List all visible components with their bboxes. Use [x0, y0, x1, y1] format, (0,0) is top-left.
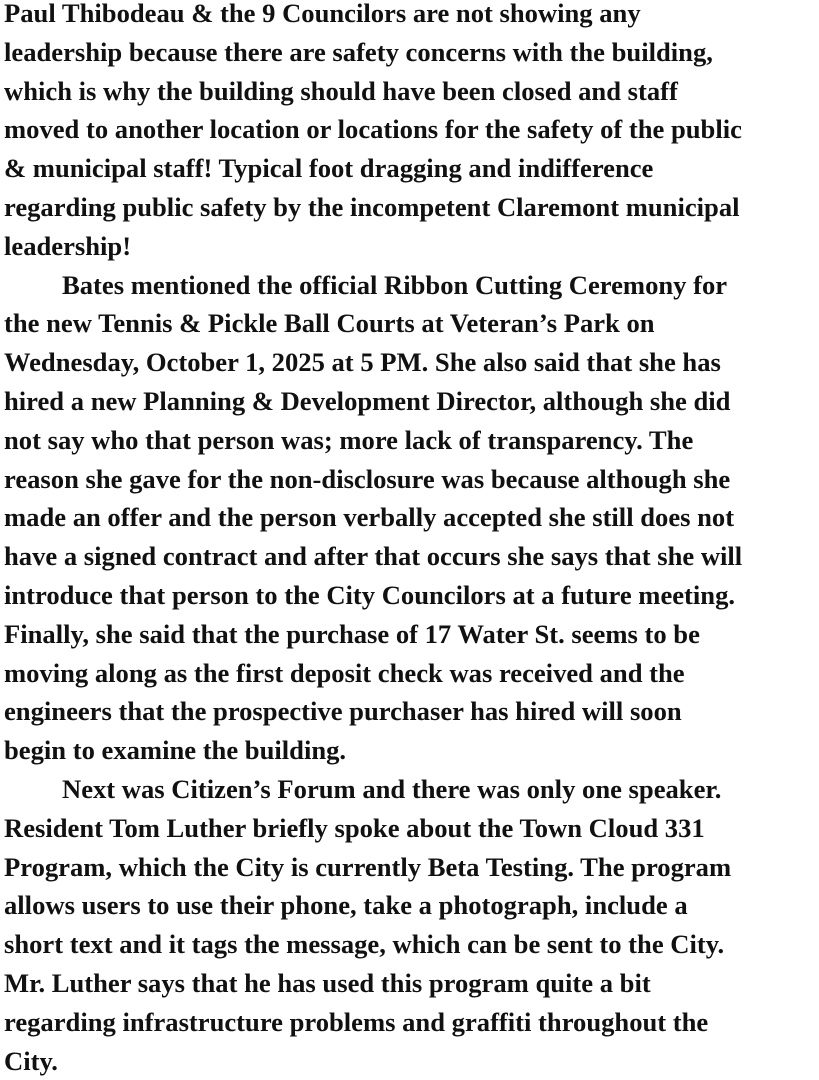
text-line: the new Tennis & Pickle Ball Courts at Veteran’s Park on [4, 308, 655, 339]
text-line: introduce that person to the City Councilors at a future meeting. [4, 580, 736, 610]
text-line: which is why the building should have been closed and staff [4, 75, 678, 106]
text-line: short text and it tags the message, which can be sent to the City. [4, 929, 725, 960]
text-line: Bates mentioned the official Ribbon Cutting Ceremony for [62, 269, 728, 300]
text-line: Resident Tom Luther briefly spoke about the Town Cloud 331 [4, 812, 705, 843]
text-line: regarding infrastructure problems and graffiti throughout the [4, 1006, 709, 1037]
text-line: leadership because there are safety concerns with the building, [4, 36, 713, 67]
text-line: Program, which the City is currently Beta Testing. The program [4, 851, 732, 882]
text-line: & municipal staff! Typical foot dragging and indifference [4, 153, 654, 184]
text-line: engineers that the prospective purchaser has hired will soon [4, 696, 682, 727]
text-line: Finally, she said that the purchase of 17 Water St. seems to be [4, 618, 700, 649]
text-line: Paul Thibodeau & the 9 Councilors are not showing any [4, 0, 641, 28]
text-line: have a signed contract and after that occurs she says that she will [4, 541, 743, 572]
text-line: begin to examine the building. [4, 735, 347, 766]
text-line: not say who that person was; more lack of transparency. The [4, 424, 694, 455]
text-line: City. [4, 1045, 58, 1076]
text-line: Wednesday, October 1, 2025 at 5 PM. She also said that she has [4, 347, 721, 378]
text-line: made an offer and the person verbally accepted she still does not [4, 502, 735, 533]
text-line: Next was Citizen’s Forum and there was only one speaker. [62, 774, 722, 804]
text-line: moved to another location or locations for the safety of the public [4, 114, 742, 145]
text-line: hired a new Planning & Development Director, although she did [4, 386, 731, 416]
text-line: regarding public safety by the incompetent Claremont municipal [4, 192, 740, 222]
text-line: Mr. Luther says that he has used this program quite a bit [4, 968, 651, 998]
text-line: leadership! [4, 230, 132, 261]
text-line: moving along as the first deposit check was received and the [4, 657, 685, 688]
text-line: allows users to use their phone, take a photograph, include a [4, 890, 688, 921]
text-line: reason she gave for the non-disclosure was because although she [4, 463, 731, 494]
